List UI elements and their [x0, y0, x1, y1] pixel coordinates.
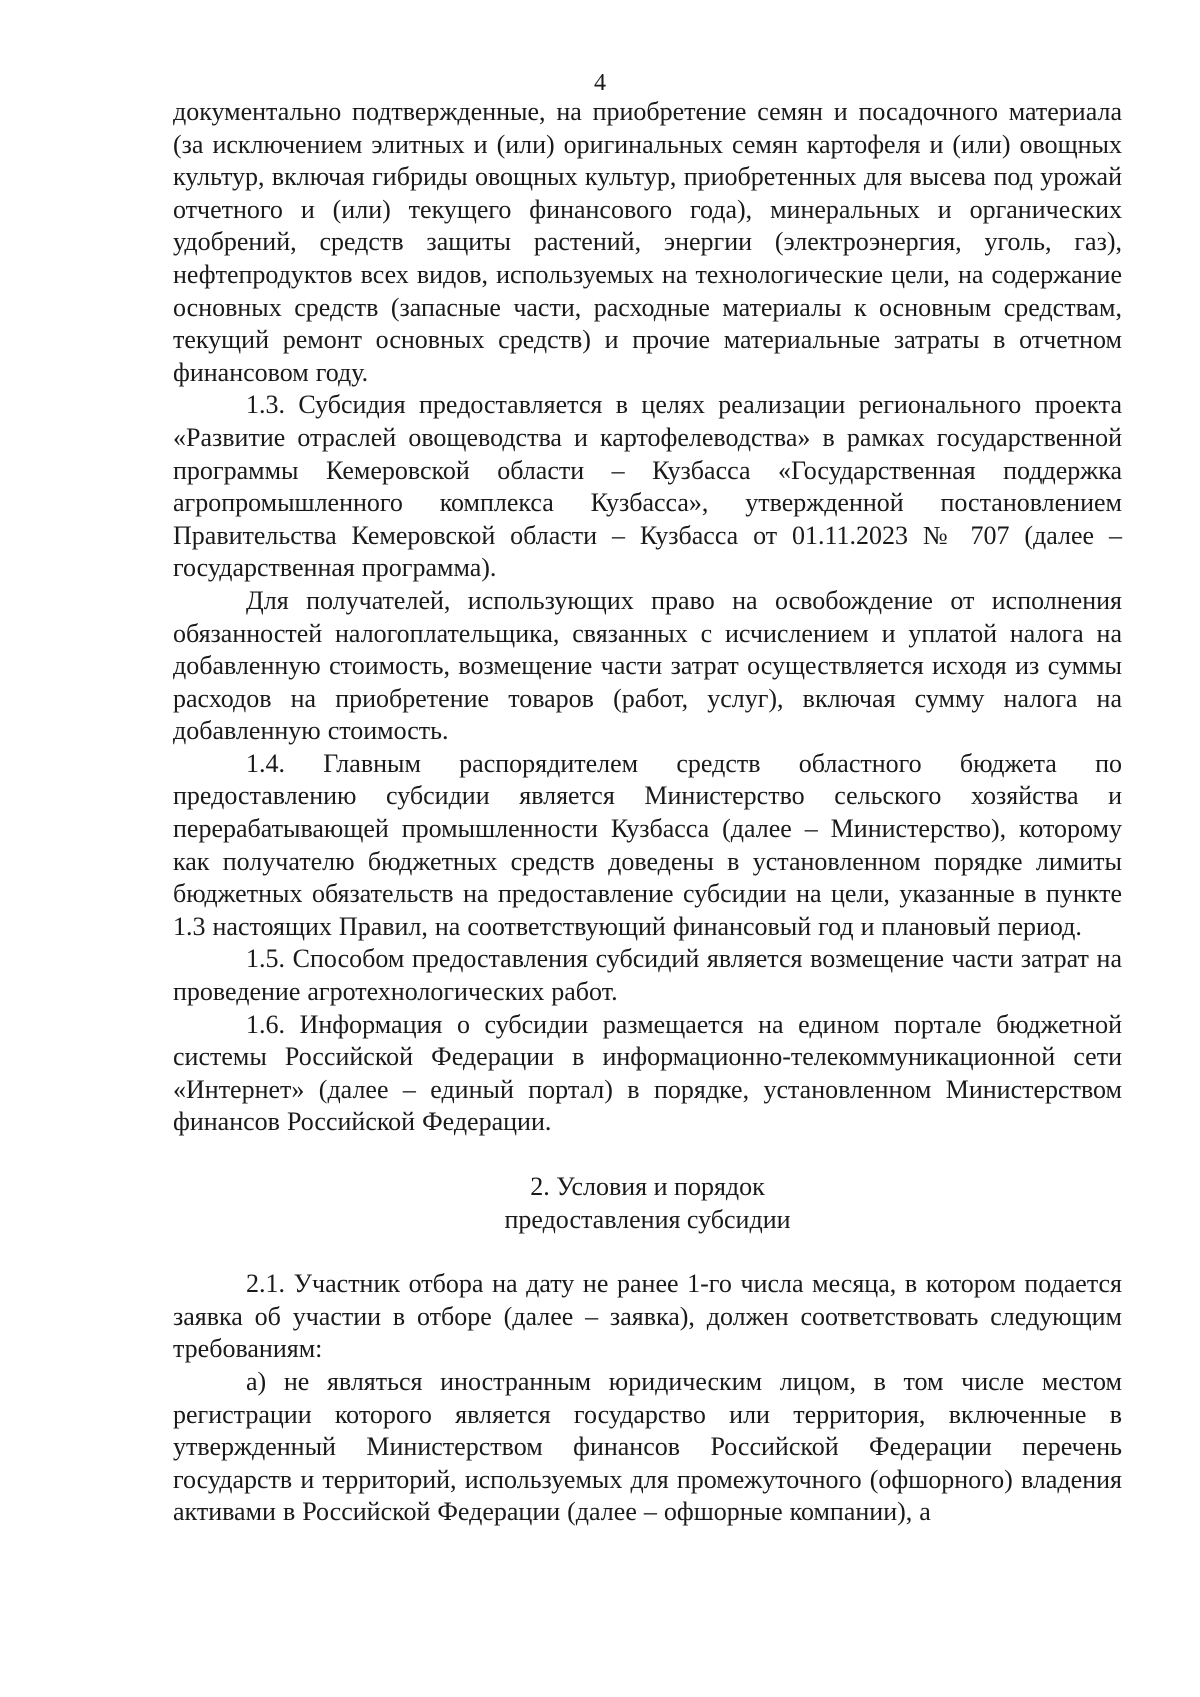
section-heading — [173, 1171, 1122, 1236]
page-number: 4 — [594, 70, 606, 96]
section-heading-line-2: предоставления субсидии — [504, 1204, 791, 1234]
paragraph-1-5: 1.5. Способом предоставления субсидий является возмещение части затрат на проведение агротехнологических работ. — [173, 944, 1122, 1007]
paragraph-1-4: 1.4. Главным распорядителем средств областного бюджета по предоставлению субсидии является Министерство сельского хозяйства и перерабатывающей промышленности Кузбасса (далее – Министерство), которому как получателю бюджетных средств доведены в установленном порядке лимиты бюджетных обязательств на предоставление субсидии на цели, указанные в пункте 1.3 настоящих Правил, на соответствующий финансовый год и плановый период. — [173, 748, 1122, 941]
paragraph-2-1-a: а) не являться иностранным юридическим лицом, в том числе местом регистрации которого является государство или территория, включенные в утвержденный Министерством финансов Российской Федерации перечень государств и территорий, используемых для промежуточного (офшорного) владения активами в Российской Федерации (далее – офшорные компании), а — [173, 1366, 1122, 1527]
section-heading-line-1: 2. Условия и порядок — [530, 1172, 765, 1201]
paragraph-2-1: 2.1. Участник отбора на дату не ранее 1-го числа месяца, в котором подается заявка об участии в отборе (далее – заявка), должен соответствовать следующим требованиям: — [173, 1269, 1122, 1364]
paragraph-vat-exemption: Для получателей, использующих право на освобождение от исполнения обязанностей налогоплательщика, связанных с исчислением и уплатой налога на добавленную стоимость, возмещение части затрат осуществляется исходя из суммы расходов на приобретение товаров (работ, услуг), включая сумму налога на добавленную стоимость. — [173, 585, 1122, 746]
paragraph-continuation: документально подтвержденные, на приобретение семян и посадочного материала (за исключением элитных и (или) оригинальных семян картофеля и (или) овощных культур, включая гибриды овощных культур, приобретенных для высева под урожай отчетного и (или) текущего финансового года), минеральных и органических удобрений, средств защиты растений, энергии (электроэнергия, уголь, газ), нефтепродуктов всех видов, используемых на технологические цели, на содержание основных средств (запасные части, расходные материалы к основным средствам, текущий ремонт основных средств) и прочие материальные затраты в отчетном финансовом году. — [173, 97, 1122, 387]
document-body — [173, 96, 1122, 1529]
paragraph-1-3: 1.3. Субсидия предоставляется в целях реализации регионального проекта «Развитие отраслей овощеводства и картофелеводства» в рамках государственной программы Кемеровской области – Кузбасса «Государственная поддержка агропромышленного комплекса Кузбасса», утвержденной постановлением Правительства Кемеровской области – Кузбасса от 01.11.2023 № 707 (далее – государственная программа). — [173, 390, 1122, 583]
paragraph-1-6: 1.6. Информация о субсидии размещается на едином портале бюджетной системы Российской Федерации в информационно-телекоммуникационной сети «Интернет» (далее – единый портал) в порядке, установленном Министерством финансов Российской Федерации. — [173, 1009, 1122, 1137]
